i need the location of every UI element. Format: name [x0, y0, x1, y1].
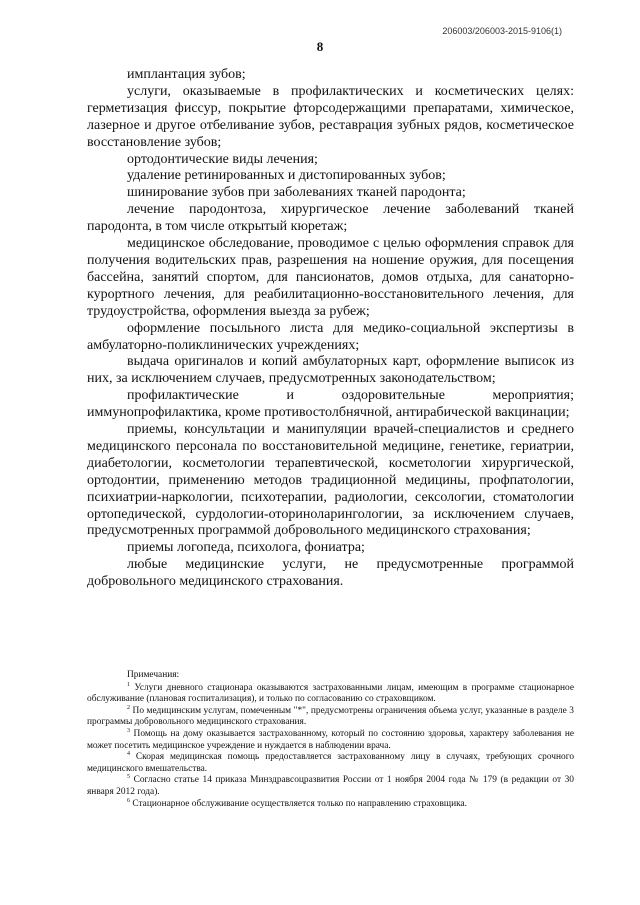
footnote	[87, 775, 574, 798]
footnote-mark: 6	[127, 797, 130, 804]
list-item: медицинское обследование, проводимое с целью оформления справок для получения водительских прав, разрешения на ношение оружия, для посещения бассейна, занятий спортом, для пансионатов, домов отдыха, для санаторно-курортного лечения, для реабилитационно-восстановительного лечения, для трудоустройства, оформления выезда за рубеж;	[87, 236, 574, 319]
footnote	[87, 729, 574, 752]
notes-section	[87, 670, 574, 810]
list-item: любые медицинские услуги, не предусмотренные программой добровольного медицинского страхования.	[87, 557, 574, 590]
footnote-mark: 5	[127, 774, 130, 781]
list-item: ортодонтические виды лечения;	[127, 151, 318, 167]
list-item: профилактические и оздоровительные мероприятия; иммунопрофилактика, кроме противостолбнячной, антирабической вакцинации;	[87, 388, 574, 421]
document-id: 206003/206003-2015-9106(1)	[442, 26, 562, 36]
footnote-text: Услуги дневного стационара оказываются застрахованными лицам, имеющим в программе стационарное обслуживание (плановая госпитализация), и только по согласованию со страховщиком.	[87, 682, 574, 705]
services-list	[87, 67, 574, 591]
footnote-text: Помощь на дому оказывается застрахованному, который по состоянию здоровья, характеру заболевания не может посетить медицинское учреждение и нуждается в наблюдении врача.	[87, 728, 575, 751]
list-item: шинирование зубов при заболеваниях тканей пародонта;	[127, 185, 466, 201]
list-item: имплантация зубов;	[127, 67, 246, 82]
footnote	[87, 752, 574, 775]
footnote	[87, 706, 574, 729]
footnote-mark: 1	[127, 681, 130, 688]
footnote	[87, 799, 574, 811]
footnote-mark: 2	[127, 704, 130, 711]
footnote-text: Согласно статье 14 приказа Минздравсоцразвития России от 1 ноября 2004 года № 179 (в редакции от 30 января 2012 года).	[87, 775, 574, 797]
list-item: приемы логопеда, психолога, фониатра;	[127, 540, 365, 556]
footnote-text: Стационарное обслуживание осуществляется только по направлению страховщика.	[132, 798, 468, 809]
footnote-mark: 3	[127, 727, 130, 734]
list-item: удаление ретинированных и дистопированных зубов;	[127, 168, 446, 184]
footnote-text: По медицинским услугам, помеченным "*", предусмотрены ограничения объема услуг, указанные в разделе 3 программы добровольного медицинского страхования.	[87, 705, 574, 728]
list-item: лечение пародонтоза, хирургическое лечение заболеваний тканей пародонта, в том числе открытый кюретаж;	[87, 202, 574, 235]
list-item: выдача оригиналов и копий амбулаторных карт, оформление выписок из них, за исключением случаев, предусмотренных законодательством;	[87, 354, 574, 387]
notes-title: Примечания:	[127, 670, 180, 680]
list-item: приемы, консультации и манипуляции врачей-специалистов и среднего медицинского персонала по восстановительной медицине, генетике, гериатрии, диабетологии, косметологии терапевтической, косметологии хирургической, ортодонтии, применению методов традиционной медицины, профпатологии, психиатрии-наркологии, психотерапии, радиологии, сексологии, стоматологии ортопедической, сурдологии-оториноларингологии, за исключением случаев, предусмотренных программой добровольного медицинского страхования;	[87, 422, 574, 539]
footnote-text: Скорая медицинская помощь предоставляется застрахованному лицу в случаях, требующих срочного медицинского вмешательства.	[87, 752, 575, 774]
list-item: услуги, оказываемые в профилактических и косметических целях: герметизация фиссур, покрытие фторсодержащими препаратами, химическое, лазерное и другое отбеливание зубов, реставрация зубных рядов, косметическое восстановление зубов;	[87, 83, 574, 150]
page-number: 8	[316, 39, 324, 54]
footnote-mark: 4	[127, 751, 130, 758]
list-item: оформление посыльного листа для медико-социальной экспертизы в амбулаторно-поликлинических учреждениях;	[87, 320, 574, 353]
footnote	[87, 683, 574, 706]
